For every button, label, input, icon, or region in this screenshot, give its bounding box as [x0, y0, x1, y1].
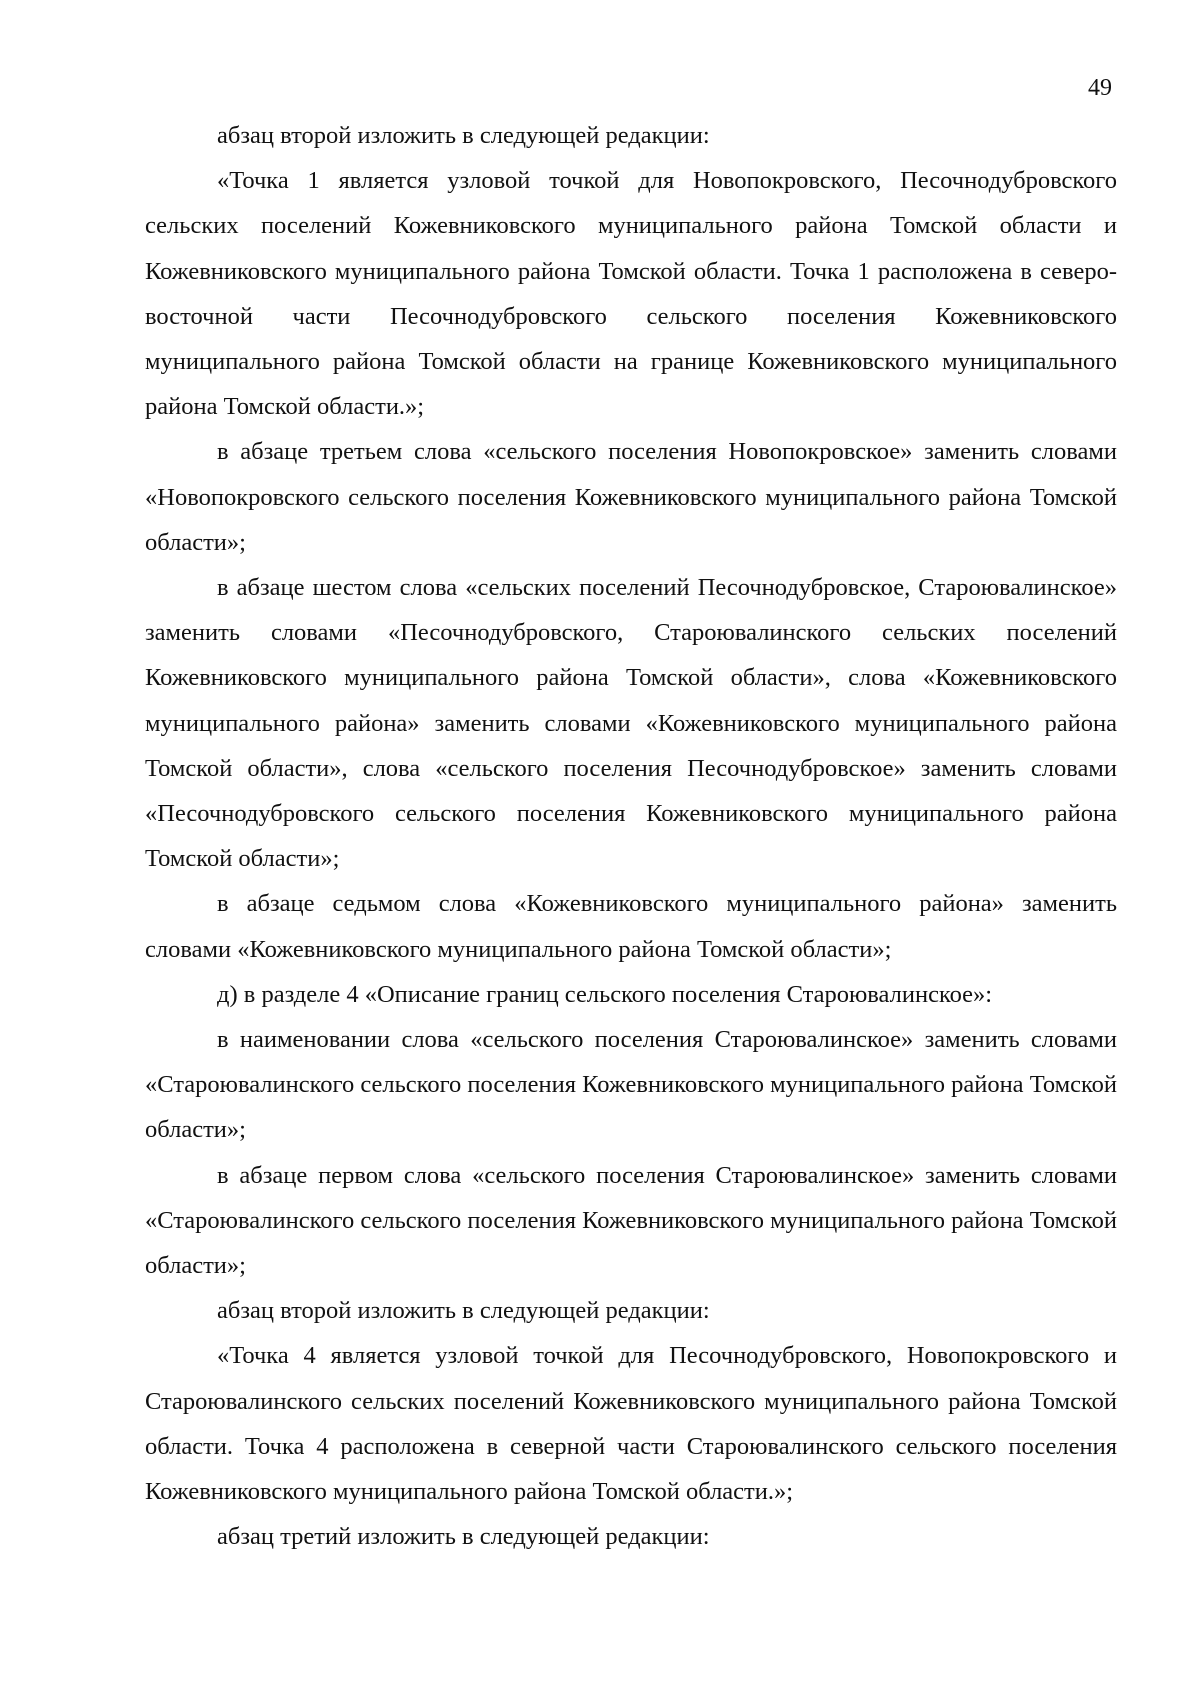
paragraph: абзац второй изложить в следующей редакции:: [217, 1297, 710, 1325]
paragraph: д) в разделе 4 «Описание границ сельского поселения Староювалинское»:: [217, 980, 993, 1008]
paragraph: в абзаце шестом слова «сельских поселений Песочнодубровское, Староювалинское» заменить словами «Песочнодубровского, Староювалинского сельских поселений Кожевниковского муниципального района Томской области», слова «Кожевниковского муниципального района» заменить словами «Кожевниковского муниципального района Томской области», слова «сельского поселения Песочнодубровское» заменить словами «Песочнодубровского сельского поселения Кожевниковского муниципального района Томской области»;: [145, 574, 1117, 873]
document-body: [145, 113, 1117, 1560]
page-number: 49: [1088, 75, 1112, 101]
paragraph: в абзаце третьем слова «сельского поселения Новопокровское» заменить словами «Новопокровского сельского поселения Кожевниковского муниципального района Томской области»;: [145, 438, 1117, 556]
paragraph: в наименовании слова «сельского поселения Староювалинское» заменить словами «Староювалинского сельского поселения Кожевниковского муниципального района Томской области»;: [145, 1026, 1117, 1144]
paragraph: абзац второй изложить в следующей редакции:: [217, 122, 710, 149]
paragraph: «Точка 4 является узловой точкой для Песочнодубровского, Новопокровского и Староювалинского сельских поселений Кожевниковского муниципального района Томской области. Точка 4 расположена в северной части Староювалинского сельского поселения Кожевниковского муниципального района Томской области.»;: [145, 1342, 1117, 1506]
paragraph: абзац третий изложить в следующей редакции:: [217, 1523, 710, 1551]
paragraph: в абзаце седьмом слова «Кожевниковского муниципального района» заменить словами «Кожевниковского муниципального района Томской области»;: [145, 890, 1117, 963]
paragraph: «Точка 1 является узловой точкой для Новопокровского, Песочнодубровского сельских поселений Кожевниковского муниципального района Томской области и Кожевниковского муниципального района Томской области. Точка 1 расположена в северо-восточной части Песочнодубровского сельского поселения Кожевниковского муниципального района Томской области на границе Кожевниковского муниципального района Томской области.»;: [145, 167, 1117, 421]
paragraph: в абзаце первом слова «сельского поселения Староювалинское» заменить словами «Староювалинского сельского поселения Кожевниковского муниципального района Томской области»;: [145, 1161, 1117, 1280]
